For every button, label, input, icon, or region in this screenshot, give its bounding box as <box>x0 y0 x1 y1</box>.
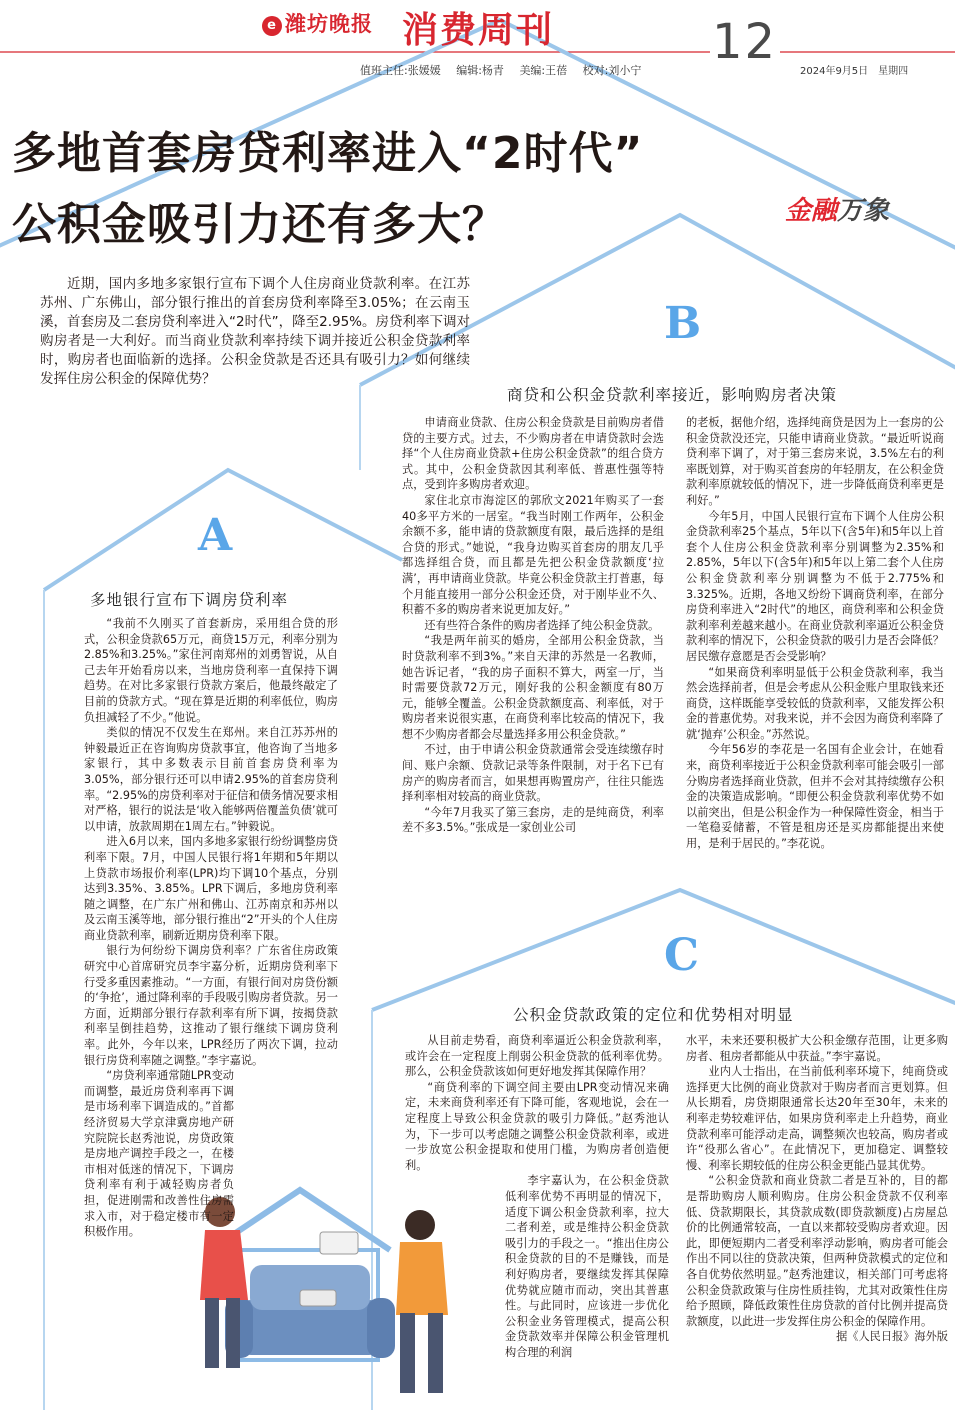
section-a-paragraph: “房贷利率通常随LPR变动而调整，最近房贷利率再下调是市场利率下调造成的。”首都经济贸易大学京津冀房地产研究院院长赵秀池说，房贷政策是房地产调控手段之一，在楼市相对低迷的情况下，下调房贷利率有利于减轻购房者负担，促进刚需和改善性住房需求入市，对于稳定楼市有一定积极作用。 <box>84 1069 234 1239</box>
paper-name: 潍坊晚报 <box>285 12 373 36</box>
section-b-paragraph: 今年56岁的李花是一名国有企业会计，在她看来，商贷利率接近于公积金贷款利率可能会吸引一部分购房者选择商业贷款，但并不会对其持续缴存公积金的决策造成影响。“即便公积金贷款利率优势不如以前突出，但是公积金作为一种保障性资金，相当于一笔稳妥储蓄，不管是租房还是买房都能提出来使用，是利于居民的。”李花说。 <box>686 743 944 851</box>
section-c-column-2 <box>686 1033 948 1345</box>
section-a-paragraph: 进入6月以来，国内多地多家银行纷纷调整房贷利率下限。7月，中国人民银行将1年期和5年期以上贷款市场报价利率(LPR)均下调10个基点，分别达到3.35%、3.85%。LPR下调后，多地房贷利率随之调整，在广东广州和佛山、江苏南京和苏州以及云南玉溪等地，部分银行推出“2”开头的个人住房商业贷款利率，刷新近期房贷利率下限。 <box>84 835 338 942</box>
section-b-column-1 <box>402 415 664 836</box>
section-c-heading: 公积金贷款政策的定位和优势相对明显 <box>513 1006 794 1024</box>
section-c-paragraph: “公积金贷款和商业贷款二者是互补的，目的都是帮助购房人顺利购房。住房公积金贷款不仅利率低、贷款期限长，其贷款成数(即贷款额度)占房屋总价的比例通常较高，一直以来都较受购房者欢迎。因此，即便短期内二者受利率浮动影响，购房者可能会作出不同以往的贷款决策，但两种贷款模式的定位和各自优势依然明显。”赵秀池建议，相关部门可考虑将公积金贷款政策与住房性质挂钩，尤其对政策性住房给予照顾，降低政策性住房贷款的首付比例并提高贷款额度，以此进一步发挥住房公积金的保障作用。 <box>686 1174 948 1328</box>
credit-editor: 编辑:杨青 <box>456 64 504 77</box>
intro-paragraph: 近期，国内多地多家银行宣布下调个人住房商业贷款利率。在江苏苏州、广东佛山，部分银行推出的首套房贷利率降至3.05%；在云南玉溪，首套房及二套房贷利率进入“2时代”，降至2.95%。房贷利率下调对购房者是一大利好。而当商业贷款利率持续下调并接近公积金贷款利率时，购房者也面临新的选择。公积金贷款是否还具有吸引力？如何继续发挥住房公积金的保障优势？ <box>40 276 470 387</box>
section-b-paragraph: 家住北京市海淀区的郭欣文2021年购买了一套40多平方米的一居室。“我当时刚工作两年，公积金余额不多，能申请的贷款额度有限，最后选择的是组合贷的形式。”她说，“我身边购买首套房的朋友几乎都选择组合贷，而且都是先把公积金贷款额度‘拉满’，再申请商业贷款。毕竟公积金贷款主打普惠，每个月能直接用一部分公积金还贷，对于刚毕业不久、积蓄不多的购房者来说更加友好。” <box>402 493 664 617</box>
page-number: 12 <box>712 14 778 70</box>
section-b-column-2 <box>686 415 944 852</box>
section-b-letter: B <box>664 298 702 349</box>
section-c-paragraph: 业内人士指出，在当前低利率环境下，纯商贷或选择更大比例的商业贷款对于购房者而言更划算。但从长期看，房贷期限通常长达20年至30年，未来的利率走势较难评估，如果房贷利率走上升趋势，商业贷款利率可能浮动走高，调整频次也较高，购房者或许“役那么省心”。在此情况下，更加稳定、调整较慢、利率长期较低的住房公积金更能凸显其优势。 <box>686 1065 948 1172</box>
section-c-letter: C <box>664 930 700 981</box>
section-c-paragraph: 李宇嘉认为，在公积金贷款低利率优势不再明显的情况下，适度下调公积金贷款利率，拉大二者利差，或是维持公积金贷款吸引力的手段之一。“推出住房公积金贷款的目的不是赚钱，而是利好购房者，要继续发挥其保障优势就应随市而动，突出其普惠性。与此同时，应该进一步优化公积金业务管理模式，提高公积金贷款效率并保障公积金管理机构合理的利润 <box>505 1174 669 1359</box>
section-b-paragraph: 申请商业贷款、住房公积金贷款是目前购房者借贷的主要方式。过去，不少购房者在申请贷款时会选择“个人住房商业贷款+住房公积金贷款”的组合贷方式。其中，公积金贷款因其利率低、普惠性强等特点，受到许多购房者欢迎。 <box>402 416 664 492</box>
section-b-heading: 商贷和公积金贷款利率接近，影响购房者决策 <box>507 386 838 404</box>
credit-designer: 美编:王蓓 <box>519 64 568 77</box>
section-b-paragraph: 不过，由于申请公积金贷款通常会受连续缴存时间、账户余额、贷款记录等条件限制，对于名下已有房产的购房者而言，如果想再购置房产，往往只能选择利率相对较高的商业贷款。 <box>402 743 664 804</box>
section-a-paragraph: 银行为何纷纷下调房贷利率？广东省住房政策研究中心首席研究员李宇嘉分析，近期房贷利率下行受多重因素推动。“一方面，有银行间对房贷份额的‘争抢’，通过降利率的手段吸引购房者贷款。另一方面，近期部分银行存款利率有所下调，按揭贷款利率呈倒挂趋势，这推动了银行继续下调房贷利率。此外，今年以来，LPR经历了两次下调，拉动银行房贷利率随之调整。”李宇嘉说。 <box>84 944 338 1067</box>
section-b-paragraph: “如果商贷利率明显低于公积金贷款利率，我当然会选择前者，但是会考虑从公积金账户里取钱来还商贷，这样既能享受较低的贷款利率，又能发挥公积金的普惠优势。对我来说，并不会因为商贷利率降了就‘抛弃’公积金。”苏然说。 <box>686 665 944 741</box>
headline-line-2: 公积金吸引力还有多大？ <box>12 199 507 250</box>
section-b-paragraph: 今年5月，中国人民银行宣布下调个人住房公积金贷款利率25个基点，5年以下(含5年)和5年以上首套个人住房公积金贷款利率分别调整为2.35%和2.85%，5年以下(含5年)和5年以上第二套个人住房公积金贷款利率分别调整为不低于2.775%和3.325%。近期，各地又纷纷下调商贷利率，在部分房贷利率进入“2时代”的地区，商贷利率和公积金贷款利率利差越来越小。在商业贷款利率逼近公积金贷款利率的情况下，公积金贷款的吸引力是否会降低？居民缴存意愿是否会受影响？ <box>686 509 944 663</box>
section-title: 消费周刊 <box>402 10 555 51</box>
section-a-body <box>84 616 338 1240</box>
column-logo-part2: 万象 <box>837 196 890 226</box>
headline-line-1: 多地首套房贷利率进入“2时代” <box>12 128 644 179</box>
section-c-paragraph: 从目前走势看，商贷利率逼近公积金贷款利率，或许会在一定程度上削弱公积金贷款的低利率优势。那么，公积金贷款该如何更好地发挥其保障作用？ <box>405 1034 669 1079</box>
paper-logo <box>262 8 373 38</box>
section-c-column-1 <box>405 1033 669 1360</box>
column-logo-part1: 金融 <box>785 196 838 226</box>
section-c-source: 据《人民日报》海外版 <box>836 1330 948 1344</box>
paper-logo-icon: e <box>262 16 282 36</box>
issue-date: 2024年9月5日 星期四 <box>800 66 909 77</box>
section-b-paragraph: “我是两年前买的婚房，全部用公积金贷款，当时贷款利率不到3%。”来自天津的苏然是一名教师，她告诉记者，“我的房子面积不算大，两室一厅，当时需要贷款72万元，刚好我的公积金额度有80万元，能够全覆盖。公积金贷款额度高、利率低，对于购房者来说很实惠，在商贷利率比较高的情况下，我想不少购房者都会尽量选择多用公积金贷款。” <box>402 634 664 741</box>
section-c-paragraph: 水平，未来还要积极扩大公积金缴存范围，让更多购房者、租房者都能从中获益。”李宇嘉说。 <box>686 1034 948 1063</box>
section-a-paragraph: 类似的情况不仅发生在郑州。来自江苏苏州的钟毅最近正在咨询购房贷款事宜，他咨询了当地多家银行，其中多数表示目前首套房贷利率为3.05%，部分银行还可以申请2.95%的首套房贷利率。“2.95%的房贷利率对于征信和债务情况要求相对严格，银行的说法是‘收入能够两倍覆盖负债’就可以申请，放款周期在1周左右。”钟毅说。 <box>84 726 338 833</box>
section-b-paragraph: 的老板，据他介绍，选择纯商贷是因为上一套房的公积金贷款没还完，只能申请商业贷款。“最近听说商贷利率下调了，对于第三套房来说，3.5%左右的利率既划算，对于购买首套房的年轻朋友，在公积金贷款利率原就较低的情况下，进一步降低商贷利率更是利好。” <box>686 416 944 507</box>
section-c-paragraph: “商贷利率的下调空间主要由LPR变动情况来确定，未来商贷利率还有下降可能，客观地说，会在一定程度上导致公积金贷款的吸引力降低。”赵秀池认为，下一步可以考虑随之调整公积金贷款利率，或进一步放宽公积金提取和使用门槛，为购房者创造便利。 <box>405 1080 669 1172</box>
credit-duty-editor: 值班主任:张媛媛 <box>360 64 441 77</box>
section-b-paragraph: 还有些符合条件的购房者选择了纯公积金贷款。 <box>424 618 660 632</box>
section-a-paragraph: “我前不久刚买了首套新房，采用组合贷的形式，公积金贷款65万元，商贷15万元，利率分别为2.85%和3.25%。”家住河南郑州的刘勇智说，从自己去年开始看房以来，当地房贷利率一直保持下调趋势。在对比多家银行贷款方案后，他最终敲定了目前的贷款方式。“现在算是近期的利率低位，购房负担减轻了不少。”他说。 <box>84 617 338 724</box>
credits-line <box>360 62 653 78</box>
section-a-letter: A <box>198 510 233 561</box>
section-b-paragraph: “今年7月我买了第三套房，走的是纯商贷，利率差不多3.5%。”张成是一家创业公司 <box>402 805 664 835</box>
column-logo <box>785 190 889 227</box>
credit-proofreader: 校对:刘小宁 <box>582 64 642 77</box>
section-a-heading: 多地银行宣布下调房贷利率 <box>90 591 289 609</box>
